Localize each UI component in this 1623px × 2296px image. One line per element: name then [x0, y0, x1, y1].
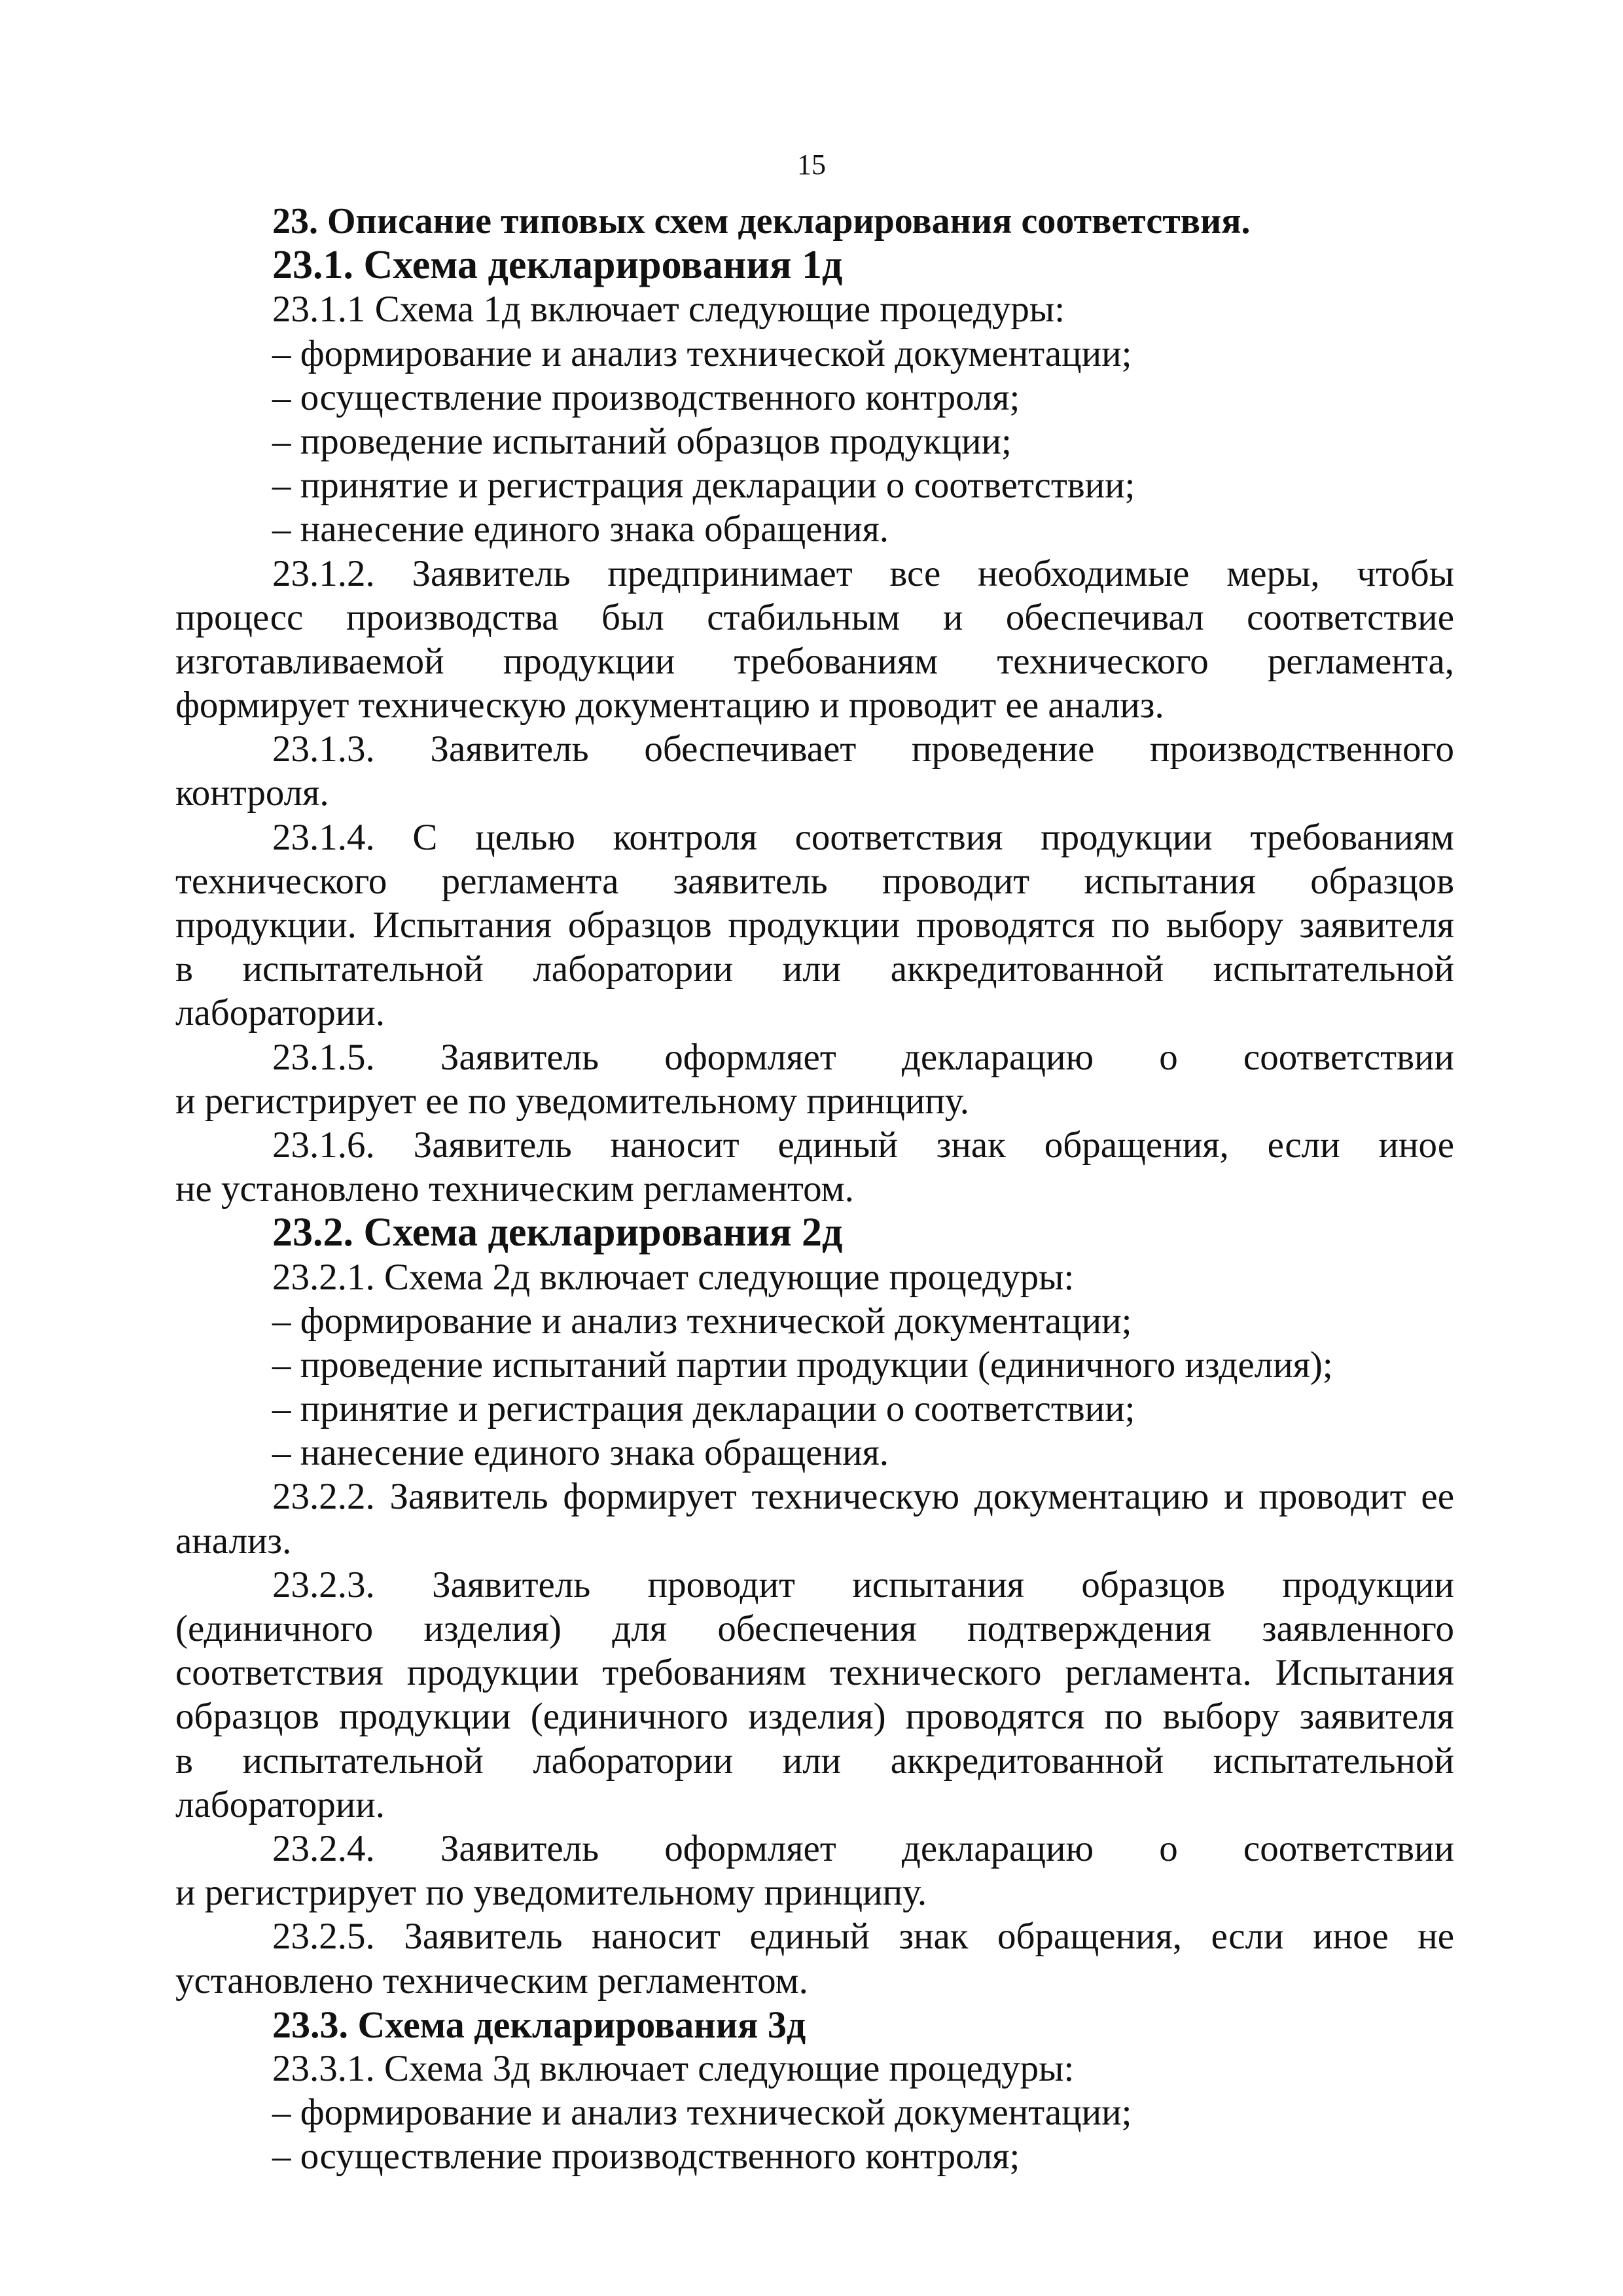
text-line: 23.3.1. Схема 3д включает следующие процедуры:: [272, 2047, 1075, 2089]
text-line: 23.2.2. Заявитель формирует техническую документацию и проводит ее: [272, 1476, 1454, 1518]
text-line: технического регламента заявитель проводит испытания образцов: [175, 860, 1454, 902]
text-line: – принятие и регистрация декларации о соответствии;: [272, 465, 1135, 507]
text-line: процесс производства был стабильным и обеспечивал соответствие: [175, 596, 1454, 638]
text-line: 23.1.6. Заявитель наносит единый знак обращения, если иное: [272, 1124, 1454, 1166]
text-line: – осуществление производственного контроля;: [272, 2136, 1020, 2178]
page-number: 15: [797, 149, 826, 181]
text-line: соответствия продукции требованиям технического регламента. Испытания: [175, 1652, 1454, 1694]
text-line: установлено техническим регламентом.: [175, 1960, 808, 2001]
section-heading: 23.3. Схема декларирования 3д: [272, 2003, 806, 2046]
text-line: – принятие и регистрация декларации о соответствии;: [272, 1388, 1135, 1430]
text-line: – нанесение единого знака обращения.: [272, 509, 889, 550]
text-line: и регистрирует ее по уведомительному принципу.: [175, 1080, 969, 1122]
text-line: 23.2.5. Заявитель наносит единый знак обращения, если иное не: [272, 1916, 1454, 1958]
text-line: изготавливаемой продукции требованиям технического регламента,: [175, 640, 1454, 682]
text-line: лаборатории.: [175, 1784, 385, 1825]
text-line: и регистрирует по уведомительному принципу.: [175, 1872, 927, 1914]
text-line: – формирование и анализ технической документации;: [272, 1300, 1132, 1342]
text-line: – осуществление производственного контроля;: [272, 376, 1020, 418]
text-line: анализ.: [175, 1520, 292, 1562]
text-line: – формирование и анализ технической документации;: [272, 2092, 1132, 2134]
text-line: формирует техническую документацию и проводит ее анализ.: [175, 685, 1164, 726]
text-line: 23.2.1. Схема 2д включает следующие процедуры:: [272, 1256, 1075, 1298]
text-line: – формирование и анализ технической документации;: [272, 332, 1132, 374]
text-line: 23.1.5. Заявитель оформляет декларацию о соответствии: [272, 1036, 1454, 1078]
text-line: 23.1.4. С целью контроля соответствия продукции требованиям: [272, 816, 1454, 858]
text-line: 23.1.2. Заявитель предпринимает все необходимые меры, чтобы: [272, 552, 1454, 594]
text-line: лаборатории.: [175, 992, 385, 1034]
text-line: – проведение испытаний партии продукции (единичного изделия);: [272, 1344, 1333, 1386]
section-heading: 23.2. Схема декларирования 2д: [272, 1210, 843, 1255]
section-heading: 23. Описание типовых схем декларирования соответствия.: [272, 201, 1251, 242]
text-line: не установлено техническим регламентом.: [175, 1168, 854, 1210]
text-line: – нанесение единого знака обращения.: [272, 1432, 889, 1474]
text-line: 23.2.3. Заявитель проводит испытания образцов продукции: [272, 1564, 1454, 1605]
text-line: продукции. Испытания образцов продукции проводятся по выбору заявителя: [175, 905, 1454, 946]
document-body: [175, 200, 1454, 2178]
text-line: 23.1.1 Схема 1д включает следующие процедуры:: [272, 289, 1065, 331]
text-line: 23.2.4. Заявитель оформляет декларацию о соответствии: [272, 1827, 1454, 1869]
text-line: образцов продукции (единичного изделия) проводятся по выбору заявителя: [175, 1696, 1454, 1738]
section-heading: 23.1. Схема декларирования 1д: [272, 243, 843, 288]
text-line: контроля.: [175, 772, 329, 814]
text-line: 23.1.3. Заявитель обеспечивает проведение производственного: [272, 728, 1454, 770]
text-line: (единичного изделия) для обеспечения подтверждения заявленного: [175, 1608, 1454, 1649]
text-line: – проведение испытаний образцов продукции;: [272, 420, 1012, 462]
text-line: в испытательной лаборатории или аккредитованной испытательной: [175, 948, 1454, 990]
text-line: в испытательной лаборатории или аккредитованной испытательной: [175, 1740, 1454, 1782]
